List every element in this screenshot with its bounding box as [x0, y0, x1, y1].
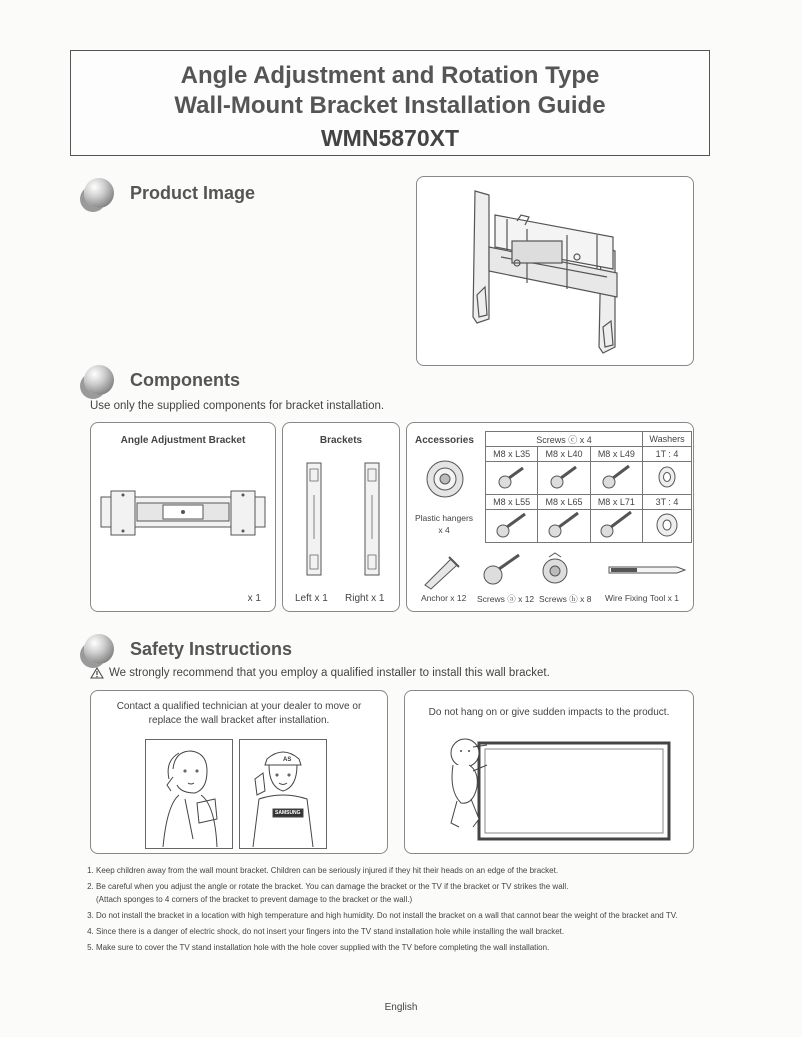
table-cell: M8 x L55: [486, 495, 538, 510]
wall-mount-bracket-illustration: [417, 177, 693, 365]
safety-warning: We strongly recommend that you employ a qualified installer to install this wall bracket.: [90, 667, 550, 679]
screw-icon: [538, 462, 590, 495]
model-number: WMN5870XT: [320, 125, 460, 151]
sphere-bullet-icon: [84, 634, 114, 664]
plastic-hangers-qty: x 4: [438, 525, 450, 535]
components-heading: Components: [84, 365, 240, 395]
angle-bracket-title: Angle Adjustment Bracket: [120, 435, 246, 446]
product-image-heading: Product Image: [84, 178, 255, 208]
right-bracket-qty: Right x 1: [345, 593, 385, 604]
screw-b-icon: [539, 551, 583, 591]
screws-a-qty: Screws ⓐ x 12: [477, 594, 535, 604]
accessories-panel: [406, 422, 694, 612]
angle-bracket-panel: [90, 422, 276, 612]
technician-illustration: [239, 739, 327, 849]
list-item: 3. Do not install the bracket in a location with high temperature and high humidity. Do not install the bracket on a wall that cannot bear the weight of the bracket and TV.: [96, 909, 694, 922]
washer-icon: [643, 510, 692, 543]
screws-c-header: Screws ⓒ x 4: [486, 432, 643, 447]
safety-heading: Safety Instructions: [84, 634, 292, 664]
list-item: 4. Since there is a danger of electric shock, do not insert your fingers into the TV stand installation hole while installing the wall bracket.: [96, 925, 694, 938]
no-hang-warning: Do not hang on or give sudden impacts to the product.: [428, 707, 670, 718]
angle-bracket-qty: x 1: [247, 593, 261, 604]
list-item: 2. Be careful when you adjust the angle or rotate the bracket. You can damage the bracket or the TV if the bracket or TV strikes the wall. (Attach sponges to 4 corners of the bracket to prevent damage to the bracket or the wall.): [96, 880, 694, 906]
customer-on-phone-illustration: [145, 739, 233, 849]
table-cell: M8 x L35: [486, 447, 538, 462]
screws-table: [485, 431, 692, 543]
list-item-note: (Attach sponges to 4 corners of the bracket to prevent damage to the bracket or the wall.): [96, 895, 413, 904]
plastic-hanger-icon: [423, 457, 467, 501]
technician-line-1: Contact a qualified technician at your dealer to move or: [116, 701, 362, 712]
washers-header: Washers: [643, 432, 692, 447]
safety-list: [78, 864, 694, 957]
list-item: 1. Keep children away from the wall mount bracket. Children can be seriously injured if they hit their heads on an edge of the bracket.: [96, 864, 694, 877]
product-image-panel: [416, 176, 694, 366]
anchor-qty: Anchor x 12: [421, 593, 467, 603]
sphere-bullet-icon: [84, 178, 114, 208]
left-bracket-qty: Left x 1: [295, 593, 328, 604]
washer-icon: [643, 462, 692, 495]
safety-panel-technician: [90, 690, 388, 854]
warning-triangle-icon: [90, 667, 104, 679]
screw-icon: [538, 510, 590, 543]
sphere-bullet-icon: [84, 365, 114, 395]
plastic-hangers-label: Plastic hangers: [414, 513, 474, 523]
child-hanging-on-tv-illustration: [443, 731, 683, 849]
accessories-title: Accessories: [415, 435, 474, 446]
screws-b-qty: Screws ⓑ x 8: [539, 594, 592, 604]
brackets-panel: [282, 422, 400, 612]
table-cell: M8 x L71: [590, 495, 642, 510]
table-cell: 1T : 4: [643, 447, 692, 462]
screw-icon: [486, 510, 538, 543]
wire-fixing-tool-qty: Wire Fixing Tool x 1: [605, 593, 680, 603]
screw-icon: [486, 462, 538, 495]
left-right-brackets-illustration: [293, 459, 389, 579]
title-line-2: Wall-Mount Bracket Installation Guide: [174, 92, 606, 119]
cap-label: AS: [283, 757, 292, 763]
brackets-title: Brackets: [319, 435, 363, 446]
table-cell: 3T : 4: [643, 495, 692, 510]
table-cell: M8 x L40: [538, 447, 590, 462]
technician-line-2: replace the wall bracket after installation.: [148, 715, 330, 726]
title-box: [70, 50, 710, 156]
wire-fixing-tool-icon: [607, 563, 687, 577]
title-line-1: Angle Adjustment and Rotation Type: [180, 62, 600, 89]
shirt-label: SAMSUNG: [275, 810, 301, 816]
table-cell: M8 x L49: [590, 447, 642, 462]
anchor-icon: [421, 551, 463, 591]
angle-bracket-illustration: [97, 483, 269, 543]
list-item: 5. Make sure to cover the TV stand installation hole with the hole cover supplied with the TV before completing the wall installation.: [96, 941, 694, 954]
table-cell: M8 x L65: [538, 495, 590, 510]
footer-language: English: [384, 1002, 418, 1013]
components-note: Use only the supplied components for bracket installation.: [90, 400, 385, 412]
safety-panel-child: [404, 690, 694, 854]
screw-icon: [590, 510, 642, 543]
screw-icon: [590, 462, 642, 495]
screw-a-icon: [481, 551, 525, 591]
